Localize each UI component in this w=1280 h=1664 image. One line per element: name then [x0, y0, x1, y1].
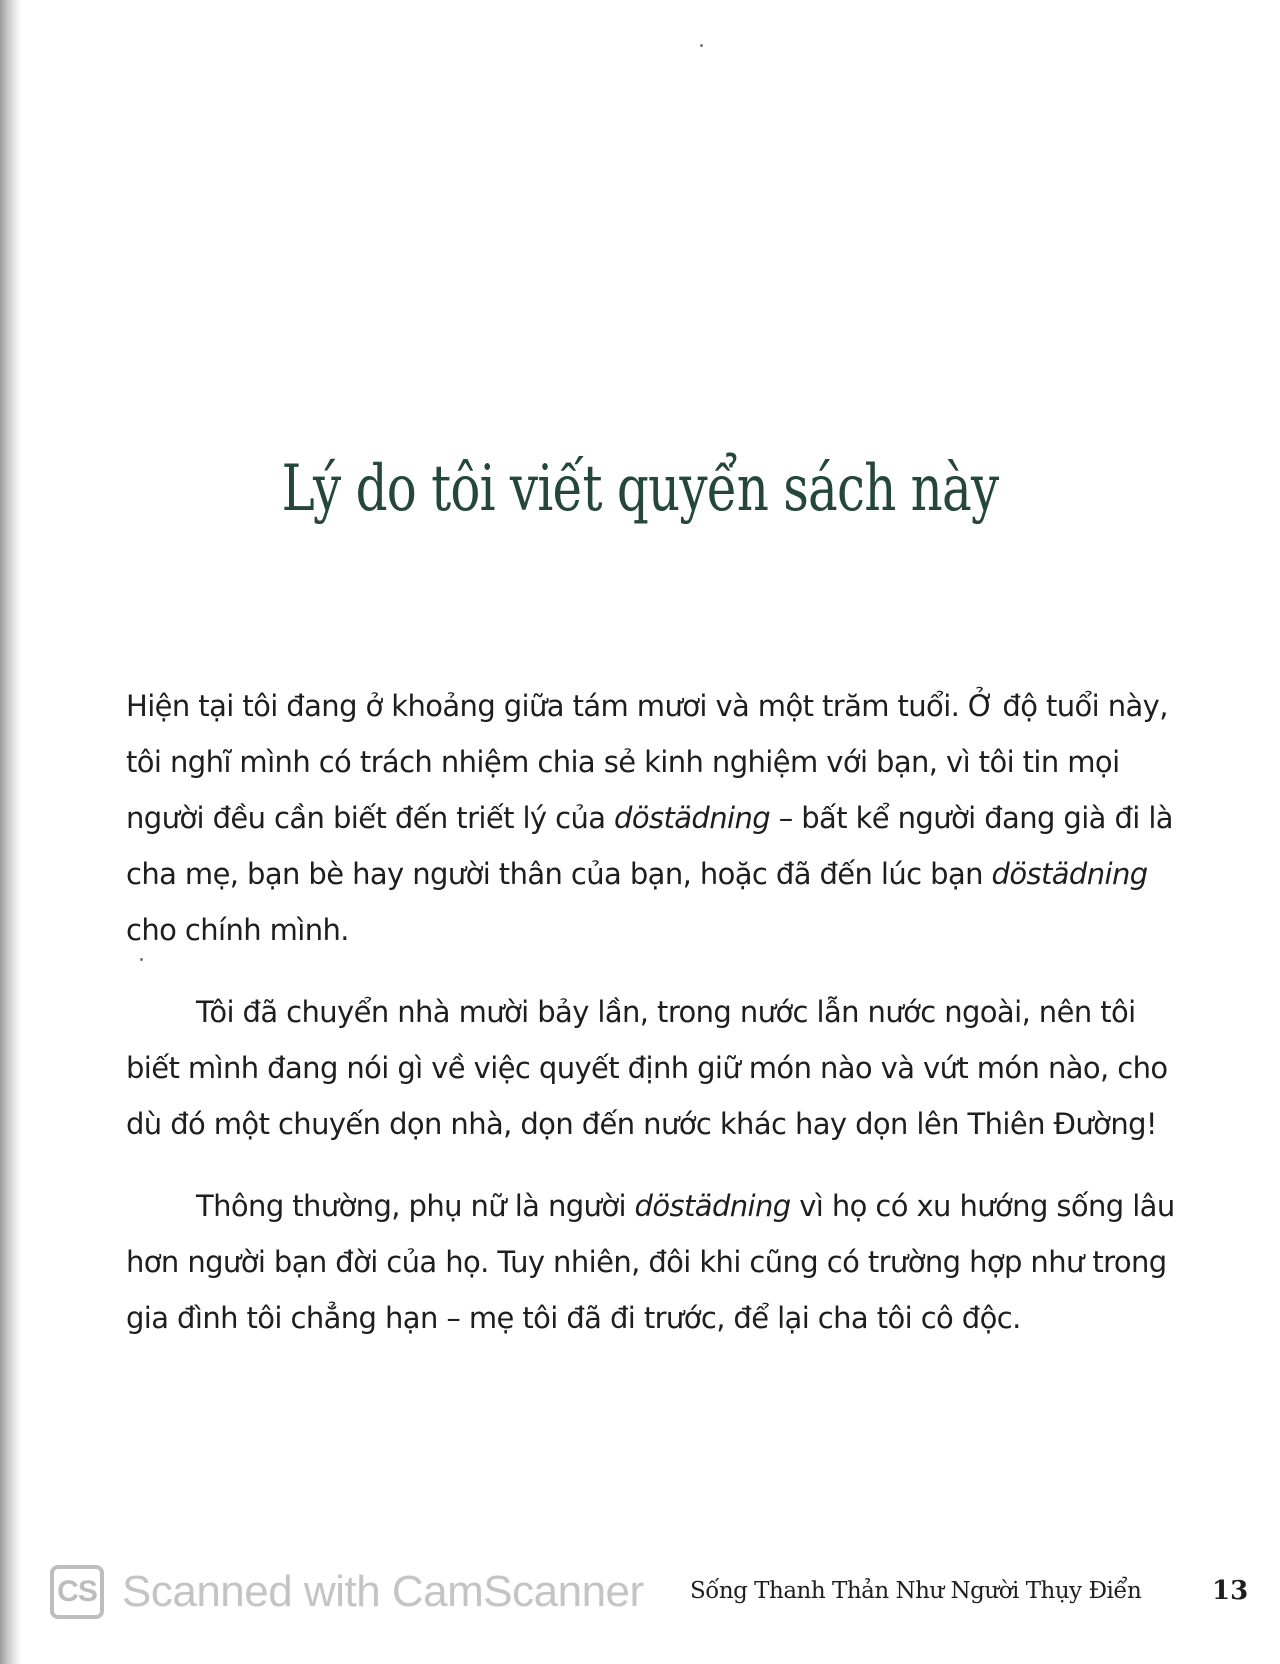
text-segment: Hiện tại tôi đang ở khoảng giữa tám mươi và một trăm tuổi. Ở độ tuổi này, tôi nghĩ mình có trách nhiệm chia sẻ kinh nghiệm với bạn, vì tôi tin mọi người đều cần biết đến triết lý của: [126, 689, 1168, 835]
chapter-title: Lý do tôi viết quyển sách này: [281, 452, 999, 526]
paragraph-1: [126, 678, 1176, 958]
chapter-body: [126, 678, 1176, 1372]
paragraph-3: [126, 1178, 1176, 1346]
italic-term: döstädning: [614, 801, 771, 835]
running-footer-book-title: Sống Thanh Thản Như Người Thụy Điển: [690, 1578, 1142, 1604]
text-segment: Tôi đã chuyển nhà mười bảy lần, trong nước lẫn nước ngoài, nên tôi biết mình đang nói gì về việc quyết định giữ món nào và vứt món nào, cho dù đó một chuyến dọn nhà, dọn đến nước khác hay dọn lên Thiên Đường!: [126, 995, 1168, 1141]
text-segment: vì họ có xu hướng sống lâu hơn người bạn đời của họ. Tuy nhiên, đôi khi cũng có trường hợp như trong gia đình tôi chẳng hạn – mẹ tôi đã đi trước, để lại cha tôi cô độc.: [126, 1189, 1175, 1335]
italic-term: döstädning: [991, 857, 1148, 891]
camscanner-watermark: [50, 1562, 644, 1622]
scan-speck: [700, 44, 703, 47]
text-segment: cho chính mình.: [126, 913, 349, 947]
text-segment: – bất kể người đang già đi là cha mẹ, bạn bè hay người thân của bạn, hoặc đã đến lúc bạn: [126, 801, 1173, 891]
camscanner-watermark-text: Scanned with CamScanner: [122, 1567, 644, 1616]
text-segment: Thông thường, phụ nữ là người: [196, 1189, 635, 1223]
italic-term: döstädning: [634, 1189, 791, 1223]
page-number: 13: [1212, 1576, 1249, 1606]
paragraph-2: [126, 984, 1176, 1152]
scan-edge-shadow: [0, 0, 22, 1664]
camscanner-logo-icon: CS: [50, 1565, 104, 1619]
